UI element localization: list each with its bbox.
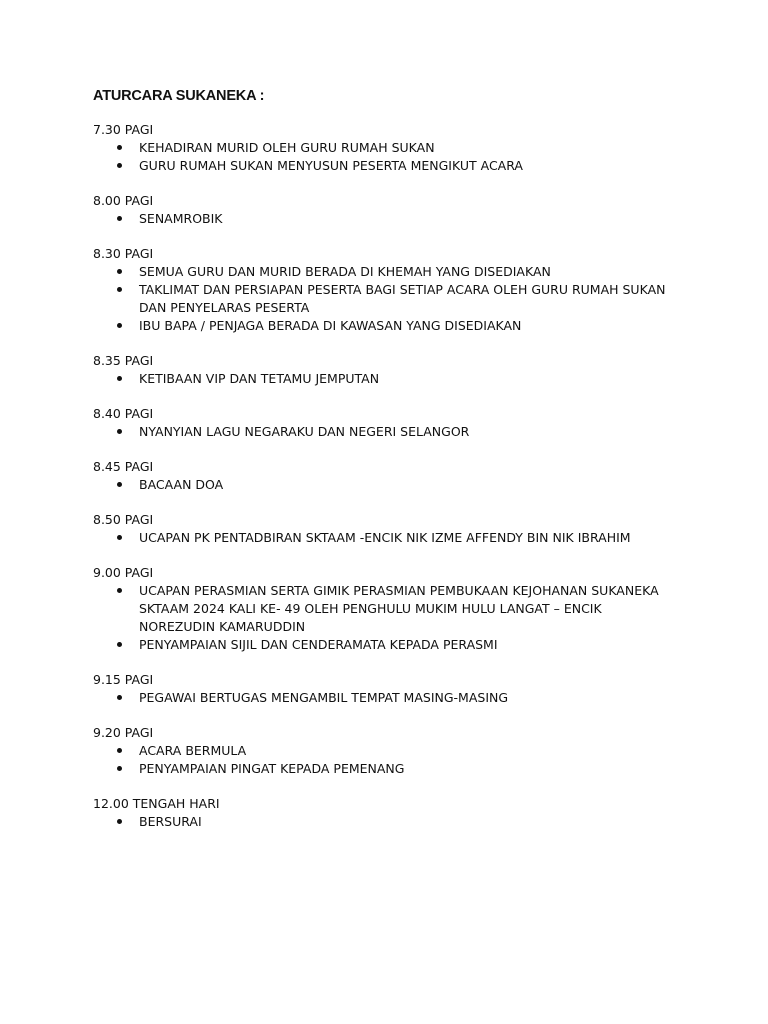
schedule-items	[93, 139, 668, 175]
schedule-time: 9.00 PAGI	[93, 565, 154, 580]
list-item-text: PEGAWAI BERTUGAS MENGAMBIL TEMPAT MASING-MASING	[139, 690, 509, 705]
bullet-icon	[117, 535, 122, 540]
bullet-icon	[117, 216, 122, 221]
list-item-text: ACARA BERMULA	[139, 743, 247, 758]
list-item	[93, 813, 668, 831]
schedule-time: 8.35 PAGI	[93, 353, 154, 368]
schedule-items	[93, 529, 668, 547]
list-item-text: UCAPAN PK PENTADBIRAN SKTAAM -ENCIK NIK IZME AFFENDY BIN NIK IBRAHIM	[139, 530, 631, 545]
schedule-time: 8.00 PAGI	[93, 193, 154, 208]
schedule-items	[93, 370, 668, 388]
list-item	[93, 529, 668, 547]
bullet-icon	[117, 695, 122, 700]
bullet-icon	[117, 145, 122, 150]
schedule-section	[93, 458, 668, 494]
schedule-time: 12.00 TENGAH HARI	[93, 796, 220, 811]
list-item	[93, 689, 668, 707]
list-item	[93, 281, 668, 317]
bullet-icon	[117, 429, 122, 434]
list-item	[93, 582, 668, 636]
schedule-time: 9.15 PAGI	[93, 672, 154, 687]
schedule-items	[93, 742, 668, 778]
schedule-section	[93, 121, 668, 175]
bullet-icon	[117, 376, 122, 381]
bullet-icon	[117, 819, 122, 824]
schedule-section	[93, 352, 668, 388]
schedule-time: 9.20 PAGI	[93, 725, 154, 740]
list-item	[93, 760, 668, 778]
schedule-time: 8.30 PAGI	[93, 246, 154, 261]
schedule-section	[93, 405, 668, 441]
list-item-text: SENAMROBIK	[139, 211, 223, 226]
schedule-section	[93, 511, 668, 547]
list-item-text: IBU BAPA / PENJAGA BERADA DI KAWASAN YANG DISEDIAKAN	[139, 318, 522, 333]
list-item-text: GURU RUMAH SUKAN MENYUSUN PESERTA MENGIKUT ACARA	[139, 158, 523, 173]
bullet-icon	[117, 642, 122, 647]
list-item-text: NYANYIAN LAGU NEGARAKU DAN NEGERI SELANGOR	[139, 424, 470, 439]
schedule-items	[93, 263, 668, 335]
bullet-icon	[117, 269, 122, 274]
schedule-section	[93, 724, 668, 778]
bullet-icon	[117, 287, 122, 292]
bullet-icon	[117, 163, 122, 168]
list-item-text: BERSURAI	[139, 814, 202, 829]
bullet-icon	[117, 588, 122, 593]
list-item	[93, 263, 668, 281]
schedule-list	[93, 121, 668, 831]
list-item	[93, 157, 668, 175]
schedule-items	[93, 476, 668, 494]
schedule-section	[93, 192, 668, 228]
schedule-section	[93, 564, 668, 654]
list-item	[93, 742, 668, 760]
schedule-time: 7.30 PAGI	[93, 122, 154, 137]
bullet-icon	[117, 323, 122, 328]
list-item	[93, 139, 668, 157]
list-item-text: KETIBAAN VIP DAN TETAMU JEMPUTAN	[139, 371, 380, 386]
schedule-items	[93, 582, 668, 654]
schedule-items	[93, 210, 668, 228]
list-item-text: SEMUA GURU DAN MURID BERADA DI KHEMAH YANG DISEDIAKAN	[139, 264, 551, 279]
schedule-time: 8.50 PAGI	[93, 512, 154, 527]
list-item	[93, 636, 668, 654]
schedule-items	[93, 423, 668, 441]
list-item	[93, 210, 668, 228]
list-item-text: PENYAMPAIAN PINGAT KEPADA PEMENANG	[139, 761, 405, 776]
list-item-text: KEHADIRAN MURID OLEH GURU RUMAH SUKAN	[139, 140, 435, 155]
list-item-text: BACAAN DOA	[139, 477, 224, 492]
list-item	[93, 423, 668, 441]
bullet-icon	[117, 482, 122, 487]
list-item-text: PENYAMPAIAN SIJIL DAN CENDERAMATA KEPADA PERASMI	[139, 637, 498, 652]
schedule-time: 8.45 PAGI	[93, 459, 154, 474]
schedule-items	[93, 689, 668, 707]
document-title: ATURCARA SUKANEKA :	[93, 88, 265, 104]
list-item	[93, 370, 668, 388]
schedule-section	[93, 671, 668, 707]
schedule-section	[93, 245, 668, 335]
schedule-section	[93, 795, 668, 831]
schedule-time: 8.40 PAGI	[93, 406, 154, 421]
list-item-text: UCAPAN PERASMIAN SERTA GIMIK PERASMIAN PEMBUKAAN KEJOHANAN SUKANEKA SKTAAM 2024 KALI KE- 49 OLEH PENGHULU MUKIM HULU LANGAT – ENCIK NOREZUDIN KAMARUDDIN	[139, 583, 659, 634]
bullet-icon	[117, 748, 122, 753]
list-item	[93, 476, 668, 494]
bullet-icon	[117, 766, 122, 771]
list-item	[93, 317, 668, 335]
schedule-items	[93, 813, 668, 831]
list-item-text: TAKLIMAT DAN PERSIAPAN PESERTA BAGI SETIAP ACARA OLEH GURU RUMAH SUKAN DAN PENYELARAS PESERTA	[139, 282, 666, 315]
